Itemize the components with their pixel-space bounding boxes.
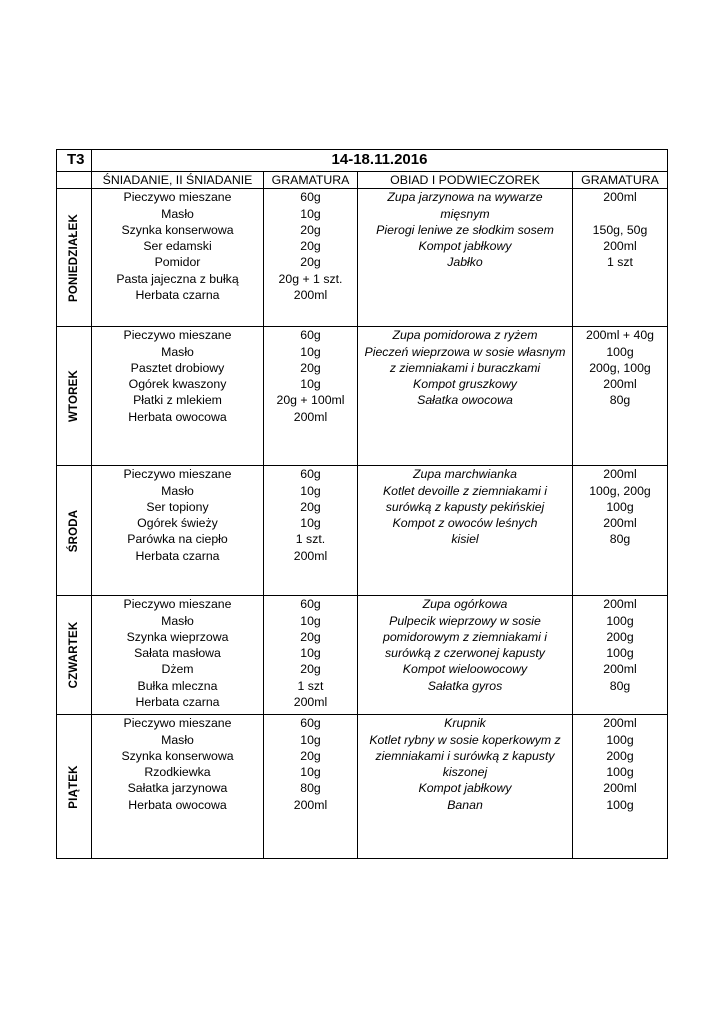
lunch-weight: 100g	[606, 613, 634, 628]
lunch-item: Kotlet devoille z ziemniakami i	[382, 483, 548, 498]
breakfast-weights	[264, 715, 358, 859]
breakfast-item: Parówka na ciepło	[127, 532, 228, 547]
breakfast-weight: 200ml	[293, 409, 328, 424]
breakfast-items	[92, 596, 264, 715]
breakfast-weights	[264, 466, 358, 596]
lunch-weight: 200ml	[603, 597, 637, 612]
breakfast-items	[92, 715, 264, 859]
menu-code: T3	[57, 150, 92, 172]
lunch-item: mięsnym	[440, 206, 490, 221]
lunch-weight: 100g	[606, 344, 634, 359]
breakfast-item: Rzodkiewka	[144, 765, 211, 780]
lunch-weight: 200g	[606, 748, 634, 763]
breakfast-item: Masło	[161, 613, 194, 628]
lunch-weight: 200g	[606, 629, 634, 644]
lunch-weight: 200g, 100g	[589, 360, 651, 375]
lunch-items	[358, 596, 573, 715]
breakfast-weight: 20g	[300, 239, 321, 254]
breakfast-weight: 200ml	[293, 548, 328, 563]
lunch-weight: 200ml + 40g	[585, 328, 655, 343]
day-row	[57, 715, 668, 859]
lunch-weight: 200ml	[603, 467, 637, 482]
breakfast-weight: 200ml	[293, 797, 328, 812]
lunch-weight: 100g, 200g	[589, 483, 651, 498]
lunch-item: kiszonej	[442, 765, 488, 780]
breakfast-item: Pieczywo mieszane	[123, 190, 232, 205]
day-row	[57, 466, 668, 596]
lunch-item: Kompot z owoców leśnych	[392, 516, 538, 531]
lunch-item: Zupa ogórkowa	[422, 597, 508, 612]
breakfast-item: Bułka mleczna	[137, 678, 218, 693]
lunch-item: pomidorowym z ziemniakami i	[382, 629, 547, 644]
breakfast-weight: 60g	[300, 716, 321, 731]
breakfast-weight: 20g	[300, 629, 321, 644]
lunch-item: Zupa pomidorowa z ryżem	[392, 328, 538, 343]
lunch-weight: 80g	[609, 678, 631, 693]
breakfast-item: Herbata czarna	[135, 548, 220, 563]
breakfast-item: Herbata czarna	[135, 288, 220, 303]
breakfast-item: Szynka konserwowa	[121, 222, 234, 237]
lunch-weight: 1 szt	[607, 255, 633, 270]
lunch-item: Kompot gruszkowy	[413, 377, 517, 392]
breakfast-weights	[264, 596, 358, 715]
breakfast-weight: 80g	[300, 781, 321, 796]
breakfast-weight: 1 szt.	[295, 532, 326, 547]
day-cell	[57, 189, 92, 327]
header-lunch: OBIAD I PODWIECZOREK	[358, 172, 573, 189]
lunch-item: Jabłko	[447, 255, 483, 270]
lunch-weight: 200ml	[603, 190, 637, 205]
breakfast-items	[92, 466, 264, 596]
breakfast-weight: 10g	[300, 483, 321, 498]
lunch-items	[358, 466, 573, 596]
lunch-weight: 100g	[606, 646, 634, 661]
lunch-weight	[573, 206, 667, 222]
day-row	[57, 189, 668, 327]
lunch-items	[358, 327, 573, 466]
lunch-item: surówką z czerwonej kapusty	[385, 646, 545, 661]
lunch-weight: 200ml	[603, 716, 637, 731]
day-cell	[57, 596, 92, 715]
lunch-weight: 200ml	[603, 662, 637, 677]
lunch-item: Zupa jarzynowa na wywarze	[387, 190, 543, 205]
lunch-item: Sałatka gyros	[427, 678, 503, 693]
lunch-item: kisiel	[451, 532, 479, 547]
lunch-item: Sałatka owocowa	[417, 393, 513, 408]
breakfast-weight: 10g	[300, 732, 321, 747]
breakfast-item: Pieczywo mieszane	[123, 597, 232, 612]
lunch-weights	[573, 189, 668, 327]
header-breakfast-weight: GRAMATURA	[264, 172, 358, 189]
lunch-weight: 200ml	[603, 377, 637, 392]
breakfast-item: Sałata masłowa	[134, 646, 221, 661]
breakfast-weight: 20g + 100ml	[276, 393, 345, 408]
lunch-items	[358, 189, 573, 327]
lunch-item: Kompot jabłkowy	[418, 781, 512, 796]
breakfast-item: Pasztet drobiowy	[130, 360, 225, 375]
breakfast-weight: 20g	[300, 499, 321, 514]
breakfast-item: Ser topiony	[146, 499, 209, 514]
breakfast-items	[92, 327, 264, 466]
column-header-row	[57, 172, 668, 189]
lunch-item: Kompot wieloowocowy	[402, 662, 528, 677]
lunch-weight: 200ml	[603, 516, 637, 531]
breakfast-item: Szynka wieprzowa	[126, 629, 229, 644]
lunch-item: Banan	[447, 797, 483, 812]
breakfast-item: Herbata owocowa	[128, 797, 227, 812]
title-row	[57, 150, 668, 172]
lunch-item: Krupnik	[444, 716, 486, 731]
day-name: PIĄTEK	[67, 765, 80, 809]
day-cell	[57, 327, 92, 466]
header-breakfast: ŚNIADANIE, II ŚNIADANIE	[92, 172, 264, 189]
lunch-weights	[573, 715, 668, 859]
breakfast-weights	[264, 327, 358, 466]
breakfast-item: Ser edamski	[143, 239, 212, 254]
lunch-item: Kotlet rybny w sosie koperkowym z	[369, 732, 561, 747]
day-cell	[57, 715, 92, 859]
day-row	[57, 327, 668, 466]
breakfast-item: Sałatka jarzynowa	[127, 781, 228, 796]
breakfast-weight: 200ml	[293, 288, 328, 303]
breakfast-item: Masło	[161, 483, 194, 498]
day-name: CZWARTEK	[67, 621, 80, 689]
breakfast-weights	[264, 189, 358, 327]
lunch-weights	[573, 596, 668, 715]
breakfast-weight: 10g	[300, 516, 321, 531]
breakfast-weight: 200ml	[293, 695, 328, 710]
breakfast-items	[92, 189, 264, 327]
breakfast-item: Masło	[161, 732, 194, 747]
breakfast-weight: 10g	[300, 646, 321, 661]
lunch-weight: 150g, 50g	[592, 222, 648, 237]
days-body	[57, 189, 668, 859]
lunch-item: ziemniakami i surówką z kapusty	[375, 748, 555, 763]
breakfast-weight: 20g + 1 szt.	[278, 271, 343, 286]
breakfast-item: Herbata czarna	[135, 695, 220, 710]
lunch-item: Pierogi leniwe ze słodkim sosem	[376, 222, 554, 237]
breakfast-weight: 20g	[300, 662, 321, 677]
lunch-item: Pulpecik wieprzowy w sosie	[389, 613, 541, 628]
breakfast-weight: 10g	[300, 206, 321, 221]
breakfast-weight: 20g	[300, 360, 321, 375]
lunch-weight: 100g	[606, 797, 634, 812]
breakfast-item: Pieczywo mieszane	[123, 328, 232, 343]
lunch-weight: 100g	[606, 732, 634, 747]
day-name: PONIEDZIAŁEK	[67, 213, 80, 302]
breakfast-weight: 60g	[300, 467, 321, 482]
breakfast-weight: 20g	[300, 748, 321, 763]
lunch-weight: 200ml	[603, 239, 637, 254]
breakfast-item: Szynka konserwowa	[121, 748, 234, 763]
breakfast-weight: 20g	[300, 222, 321, 237]
breakfast-item: Masło	[161, 344, 194, 359]
breakfast-weight: 20g	[300, 255, 321, 270]
breakfast-item: Pomidor	[154, 255, 201, 270]
breakfast-item: Ogórek kwaszony	[128, 377, 227, 392]
breakfast-weight: 60g	[300, 328, 321, 343]
lunch-item: surówką z kapusty pekińskiej	[385, 499, 545, 514]
breakfast-item: Pasta jajeczna z bułką	[116, 271, 239, 286]
breakfast-item: Płatki z mlekiem	[133, 393, 222, 408]
menu-dates: 14-18.11.2016	[92, 150, 668, 172]
day-name: WTOREK	[67, 370, 80, 423]
lunch-item: Pieczeń wieprzowa w sosie własnym	[364, 344, 566, 359]
breakfast-weight: 10g	[300, 765, 321, 780]
breakfast-weight: 60g	[300, 190, 321, 205]
breakfast-item: Pieczywo mieszane	[123, 716, 232, 731]
breakfast-item: Pieczywo mieszane	[123, 467, 232, 482]
breakfast-item: Herbata owocowa	[128, 409, 227, 424]
breakfast-weight: 10g	[300, 344, 321, 359]
header-lunch-weight: GRAMATURA	[573, 172, 668, 189]
day-row	[57, 596, 668, 715]
day-name: ŚRODA	[67, 509, 80, 553]
lunch-item: z ziemniakami i buraczkami	[389, 360, 541, 375]
lunch-items	[358, 715, 573, 859]
lunch-item: Zupa marchwianka	[413, 467, 517, 482]
lunch-weight: 80g	[609, 532, 631, 547]
lunch-weight: 200ml	[603, 781, 637, 796]
lunch-weight: 80g	[609, 393, 631, 408]
breakfast-weight: 10g	[300, 613, 321, 628]
corner-cell	[57, 172, 92, 189]
breakfast-item: Ogórek świeży	[137, 516, 218, 531]
lunch-weights	[573, 327, 668, 466]
breakfast-weight: 1 szt	[297, 678, 324, 693]
breakfast-weight: 60g	[300, 597, 321, 612]
day-cell	[57, 466, 92, 596]
lunch-item: Kompot jabłkowy	[418, 239, 512, 254]
lunch-weight: 100g	[606, 499, 634, 514]
breakfast-weight: 10g	[300, 377, 321, 392]
breakfast-item: Dżem	[161, 662, 194, 677]
menu-table	[56, 149, 668, 859]
breakfast-item: Masło	[161, 206, 194, 221]
lunch-weights	[573, 466, 668, 596]
lunch-weight: 100g	[606, 765, 634, 780]
